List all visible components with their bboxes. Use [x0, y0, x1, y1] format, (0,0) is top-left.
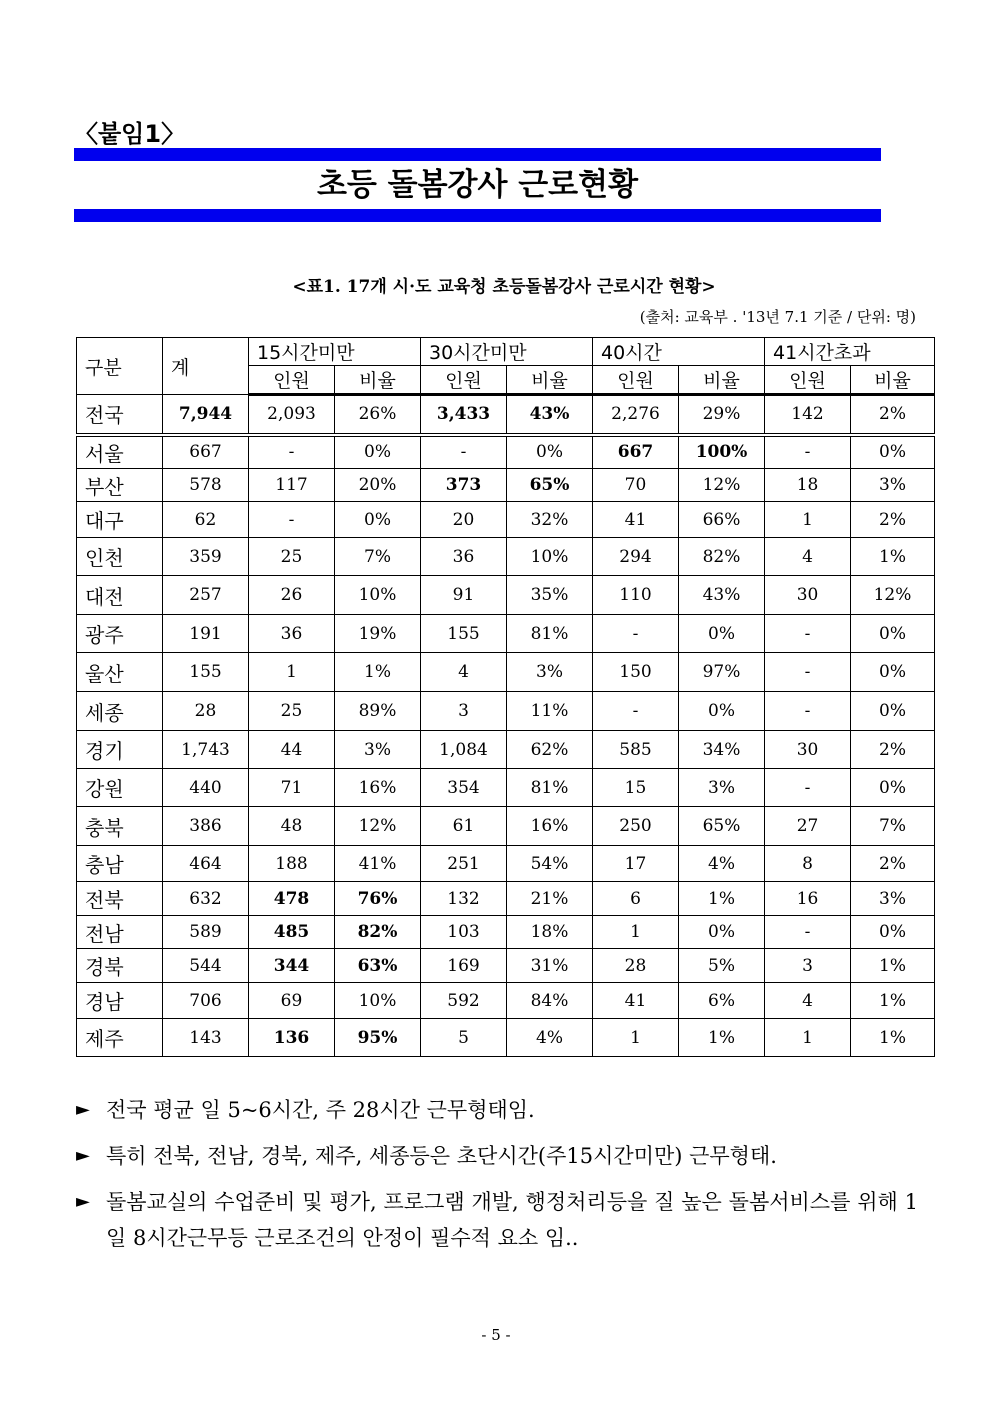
total-cell: 1,743	[163, 731, 249, 769]
region-cell: 충남	[77, 846, 163, 882]
value-cell: 1,084	[421, 731, 507, 769]
total-cell: 257	[163, 576, 249, 615]
value-cell: 41	[593, 983, 679, 1019]
value-cell: 1%	[679, 882, 765, 916]
value-cell: 0%	[679, 692, 765, 731]
region-cell: 충북	[77, 807, 163, 846]
value-cell: 0%	[507, 435, 593, 469]
value-cell: 16%	[335, 769, 421, 807]
value-cell: -	[765, 916, 851, 949]
source-note: (출처: 교육부 . '13년 7.1 기준 / 단위: 명)	[639, 308, 916, 326]
pointer-triangle-icon: ►	[76, 1191, 90, 1212]
region-cell: 인천	[77, 538, 163, 576]
value-cell: 30	[765, 576, 851, 615]
value-cell: 155	[421, 615, 507, 653]
value-cell: 48	[249, 807, 335, 846]
region-cell: 강원	[77, 769, 163, 807]
value-cell: 89%	[335, 692, 421, 731]
value-cell: 3	[765, 949, 851, 983]
value-cell: 61	[421, 807, 507, 846]
value-cell: 0%	[679, 916, 765, 949]
region-row	[77, 983, 935, 1019]
bullet-list	[76, 1092, 918, 1266]
value-cell: 6	[593, 882, 679, 916]
value-cell: 3%	[335, 731, 421, 769]
total-cell: 143	[163, 1019, 249, 1057]
value-cell: 3	[421, 692, 507, 731]
total-cell: 706	[163, 983, 249, 1019]
page-number: - 5 -	[481, 1326, 511, 1344]
value-cell: 0%	[851, 916, 935, 949]
value-cell: 4	[765, 538, 851, 576]
header-total: 계	[163, 338, 249, 395]
header-group: 30시간미만	[421, 338, 593, 366]
total-cell: 589	[163, 916, 249, 949]
region-row	[77, 576, 935, 615]
value-cell: 3%	[679, 769, 765, 807]
value-cell: 5%	[679, 949, 765, 983]
value-cell: -	[593, 692, 679, 731]
total-cell: 359	[163, 538, 249, 576]
value-cell: 1	[593, 1019, 679, 1057]
value-cell: 2%	[851, 731, 935, 769]
value-cell: 1%	[851, 1019, 935, 1057]
region-cell: 제주	[77, 1019, 163, 1057]
value-cell: 12%	[851, 576, 935, 615]
value-cell: 1	[765, 502, 851, 538]
total-cell: 191	[163, 615, 249, 653]
value-cell: 3%	[507, 653, 593, 692]
value-cell: 65%	[679, 807, 765, 846]
value-cell: 10%	[507, 538, 593, 576]
region-row	[77, 469, 935, 502]
value-cell: 1	[249, 653, 335, 692]
value-cell: 0%	[851, 769, 935, 807]
total-cell: 155	[163, 653, 249, 692]
value-cell: 344	[249, 949, 335, 983]
header-ratio: 비율	[679, 366, 765, 395]
value-cell: -	[249, 435, 335, 469]
value-cell: 16%	[507, 807, 593, 846]
value-cell: 36	[421, 538, 507, 576]
value-cell: 251	[421, 846, 507, 882]
value-cell: 32%	[507, 502, 593, 538]
value-cell: 117	[249, 469, 335, 502]
value-cell: 1%	[851, 949, 935, 983]
value-cell: 2,276	[593, 395, 679, 435]
value-cell: 4%	[679, 846, 765, 882]
pointer-triangle-icon: ►	[76, 1099, 90, 1120]
value-cell: 0%	[851, 435, 935, 469]
header-count: 인원	[249, 366, 335, 395]
region-row	[77, 435, 935, 469]
value-cell: 2%	[851, 395, 935, 435]
region-cell: 경기	[77, 731, 163, 769]
value-cell: 43%	[679, 576, 765, 615]
value-cell: 84%	[507, 983, 593, 1019]
value-cell: 18%	[507, 916, 593, 949]
region-row	[77, 1019, 935, 1057]
region-rows	[77, 435, 935, 1057]
value-cell: 2%	[851, 846, 935, 882]
header-ratio: 비율	[507, 366, 593, 395]
total-cell: 667	[163, 435, 249, 469]
value-cell: 1	[593, 916, 679, 949]
header-count: 인원	[765, 366, 851, 395]
value-cell: 5	[421, 1019, 507, 1057]
region-cell: 울산	[77, 653, 163, 692]
value-cell: 3%	[851, 882, 935, 916]
region-row	[77, 502, 935, 538]
value-cell: 0%	[335, 435, 421, 469]
bullet-item	[76, 1138, 918, 1174]
value-cell: 4	[765, 983, 851, 1019]
value-cell: 66%	[679, 502, 765, 538]
header-region: 구분	[77, 338, 163, 395]
region-row	[77, 807, 935, 846]
value-cell: 82%	[679, 538, 765, 576]
value-cell: 43%	[507, 395, 593, 435]
bullet-item	[76, 1092, 918, 1128]
title-bar-bottom	[74, 209, 881, 222]
value-cell: 65%	[507, 469, 593, 502]
value-cell: 15	[593, 769, 679, 807]
value-cell: 19%	[335, 615, 421, 653]
region-cell: 전남	[77, 916, 163, 949]
region-cell: 대전	[77, 576, 163, 615]
header-group: 15시간미만	[249, 338, 421, 366]
value-cell: 10%	[335, 576, 421, 615]
table-caption: <표1. 17개 시·도 교육청 초등돌봄강사 근로시간 현황>	[292, 277, 716, 297]
region-row	[77, 653, 935, 692]
value-cell: 3,433	[421, 395, 507, 435]
value-cell: 81%	[507, 615, 593, 653]
working-hours-table	[76, 337, 935, 1057]
value-cell: 44	[249, 731, 335, 769]
header-ratio: 비율	[335, 366, 421, 395]
region-cell: 대구	[77, 502, 163, 538]
region-cell: 부산	[77, 469, 163, 502]
region-row	[77, 882, 935, 916]
region-cell: 전국	[77, 395, 163, 435]
value-cell: 132	[421, 882, 507, 916]
value-cell: 95%	[335, 1019, 421, 1057]
total-cell: 578	[163, 469, 249, 502]
region-cell: 광주	[77, 615, 163, 653]
value-cell: 27	[765, 807, 851, 846]
value-cell: 1	[765, 1019, 851, 1057]
value-cell: 0%	[335, 502, 421, 538]
table-header-row	[77, 338, 935, 366]
value-cell: 667	[593, 435, 679, 469]
value-cell: 26%	[335, 395, 421, 435]
total-cell: 544	[163, 949, 249, 983]
total-cell: 62	[163, 502, 249, 538]
national-row	[77, 395, 935, 435]
pointer-triangle-icon: ►	[76, 1145, 90, 1166]
value-cell: -	[593, 615, 679, 653]
region-cell: 전북	[77, 882, 163, 916]
value-cell: 17	[593, 846, 679, 882]
region-row	[77, 769, 935, 807]
value-cell: 29%	[679, 395, 765, 435]
value-cell: 62%	[507, 731, 593, 769]
total-cell: 632	[163, 882, 249, 916]
header-count: 인원	[421, 366, 507, 395]
value-cell: 31%	[507, 949, 593, 983]
value-cell: 2,093	[249, 395, 335, 435]
value-cell: 8	[765, 846, 851, 882]
header-ratio: 비율	[851, 366, 935, 395]
region-row	[77, 916, 935, 949]
value-cell: 2%	[851, 502, 935, 538]
value-cell: 7%	[335, 538, 421, 576]
value-cell: 592	[421, 983, 507, 1019]
value-cell: -	[765, 769, 851, 807]
value-cell: 54%	[507, 846, 593, 882]
value-cell: 0%	[851, 692, 935, 731]
value-cell: 585	[593, 731, 679, 769]
value-cell: 12%	[679, 469, 765, 502]
value-cell: 70	[593, 469, 679, 502]
value-cell: 4	[421, 653, 507, 692]
value-cell: 12%	[335, 807, 421, 846]
total-cell: 7,944	[163, 395, 249, 435]
bullet-text: 돌봄교실의 수업준비 및 평가, 프로그램 개발, 행정처리등을 질 높은 돌봄서비스를 위해 1일 8시간근무등 근로조건의 안정이 필수적 요소 임..	[106, 1190, 918, 1250]
value-cell: 91	[421, 576, 507, 615]
value-cell: 25	[249, 692, 335, 731]
value-cell: 373	[421, 469, 507, 502]
value-cell: 41	[593, 502, 679, 538]
document-title: 초등 돌봄강사 근로현황	[316, 167, 639, 203]
value-cell: 169	[421, 949, 507, 983]
value-cell: 3%	[851, 469, 935, 502]
title-bar-top	[74, 148, 881, 161]
value-cell: 20%	[335, 469, 421, 502]
value-cell: 20	[421, 502, 507, 538]
region-row	[77, 846, 935, 882]
header-count: 인원	[593, 366, 679, 395]
bullet-item	[76, 1184, 918, 1256]
value-cell: -	[765, 653, 851, 692]
value-cell: 36	[249, 615, 335, 653]
value-cell: 82%	[335, 916, 421, 949]
value-cell: 71	[249, 769, 335, 807]
value-cell: 100%	[679, 435, 765, 469]
value-cell: 28	[593, 949, 679, 983]
value-cell: 11%	[507, 692, 593, 731]
value-cell: 1%	[851, 983, 935, 1019]
region-row	[77, 949, 935, 983]
value-cell: 103	[421, 916, 507, 949]
value-cell: 10%	[335, 983, 421, 1019]
value-cell: 63%	[335, 949, 421, 983]
value-cell: -	[765, 692, 851, 731]
total-cell: 440	[163, 769, 249, 807]
value-cell: 110	[593, 576, 679, 615]
region-row	[77, 692, 935, 731]
value-cell: 18	[765, 469, 851, 502]
region-cell: 서울	[77, 435, 163, 469]
value-cell: 16	[765, 882, 851, 916]
value-cell: 354	[421, 769, 507, 807]
region-cell: 세종	[77, 692, 163, 731]
value-cell: -	[249, 502, 335, 538]
value-cell: 1%	[679, 1019, 765, 1057]
value-cell: -	[765, 435, 851, 469]
attachment-label: 〈붙임1〉	[74, 120, 186, 148]
value-cell: 485	[249, 916, 335, 949]
value-cell: 250	[593, 807, 679, 846]
value-cell: 35%	[507, 576, 593, 615]
value-cell: 41%	[335, 846, 421, 882]
value-cell: 25	[249, 538, 335, 576]
value-cell: 6%	[679, 983, 765, 1019]
value-cell: 142	[765, 395, 851, 435]
total-cell: 386	[163, 807, 249, 846]
value-cell: 81%	[507, 769, 593, 807]
bullet-text: 전국 평균 일 5~6시간, 주 28시간 근무형태임.	[106, 1098, 535, 1122]
value-cell: 30	[765, 731, 851, 769]
region-cell: 경남	[77, 983, 163, 1019]
value-cell: 478	[249, 882, 335, 916]
bullet-text: 특히 전북, 전남, 경북, 제주, 세종등은 초단시간(주15시간미만) 근무형태.	[106, 1144, 777, 1168]
total-cell: 28	[163, 692, 249, 731]
value-cell: 136	[249, 1019, 335, 1057]
value-cell: 0%	[679, 615, 765, 653]
value-cell: 4%	[507, 1019, 593, 1057]
value-cell: 1%	[851, 538, 935, 576]
value-cell: 1%	[335, 653, 421, 692]
total-cell: 464	[163, 846, 249, 882]
header-group: 40시간	[593, 338, 765, 366]
value-cell: 97%	[679, 653, 765, 692]
value-cell: 76%	[335, 882, 421, 916]
region-row	[77, 538, 935, 576]
value-cell: 34%	[679, 731, 765, 769]
value-cell: 294	[593, 538, 679, 576]
value-cell: 0%	[851, 653, 935, 692]
value-cell: 26	[249, 576, 335, 615]
value-cell: 69	[249, 983, 335, 1019]
value-cell: -	[421, 435, 507, 469]
value-cell: 188	[249, 846, 335, 882]
value-cell: 150	[593, 653, 679, 692]
region-row	[77, 615, 935, 653]
region-row	[77, 731, 935, 769]
value-cell: 0%	[851, 615, 935, 653]
header-group: 41시간초과	[765, 338, 935, 366]
value-cell: 21%	[507, 882, 593, 916]
value-cell: 7%	[851, 807, 935, 846]
region-cell: 경북	[77, 949, 163, 983]
value-cell: -	[765, 615, 851, 653]
